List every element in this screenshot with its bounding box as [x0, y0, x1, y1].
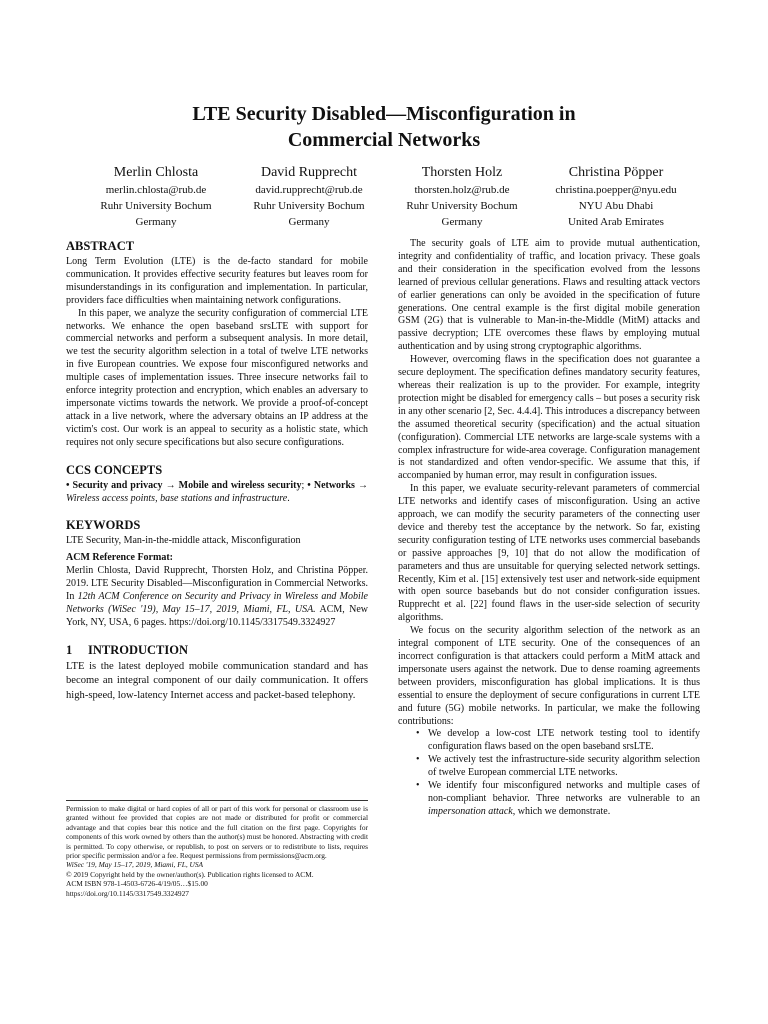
ccs-arrow: →	[162, 479, 179, 491]
author-email: christina.poepper@nyu.edu	[555, 184, 677, 196]
ccs-term: • Networks	[307, 479, 355, 491]
body-paragraph: The security goals of LTE aim to provide mutual authentication, integrity and confidentiality of traffic, and location privacy. These goals and their consideration in the specification evolved from the lessons learned of previous cellular generations. Flaws and resulting attack vectors of earlier generations can only be avoided in the specification of future generations. One central example is the first digital mobile generation GSM (2G) that is vulnerable to Man-in-the-Middle (MitM) attacks and passive decryption; LTE overcomes these flaws by employing mutual authentication and by using strong cryptographic algorithms.	[398, 238, 700, 353]
list-item-text: We identify four misconfigured networks and multiple cases of non-compliant behavior. Three networks are vulnerable to an	[428, 780, 700, 804]
footnote-doi: https://doi.org/10.1145/3317549.3324927	[66, 888, 189, 898]
section-number: 1	[66, 642, 73, 657]
list-item-text: , which we demonstrate.	[512, 805, 611, 817]
author-country: Germany	[441, 216, 483, 228]
footnote-venue-text: WiSec '19, May 15–17, 2019, Miami, FL, USA	[66, 860, 204, 870]
author-country: Germany	[135, 216, 177, 228]
contributions-list	[398, 728, 700, 818]
footnote-isbn: ACM ISBN 978-1-4503-6726-4/19/05…$15.00	[66, 879, 208, 889]
introduction-heading	[66, 642, 368, 658]
list-item: • We develop a low-cost LTE network testing tool to identify configuration flaws based on the open baseband srsLTE.	[428, 728, 700, 754]
acm-reference-text	[66, 565, 368, 630]
ccs-term: Wireless access points, base stations and infrastructure	[66, 492, 288, 504]
footnote-venue	[66, 860, 368, 869]
acm-reference-rest: ACM, New York, NY, USA, 6 pages. https://doi.org/10.1145/3317549.3324927	[66, 603, 368, 628]
list-item: • We actively test the infrastructure-side security algorithm selection of twelve European commercial LTE networks.	[428, 754, 700, 780]
author-name: David Rupprecht	[260, 165, 358, 180]
author-email: david.rupprecht@rub.de	[255, 184, 363, 196]
paper-title	[100, 101, 668, 153]
author-email: thorsten.holz@rub.de	[414, 184, 510, 196]
title-line-2: Commercial Networks	[287, 129, 481, 151]
introduction-paragraph: LTE is the latest deployed mobile communication standard and has become an integral component of our daily communication. It offers high-speed, low-latency Internet access and packet-based telephony.	[66, 660, 368, 701]
author-affiliation: Ruhr University Bochum	[406, 200, 518, 212]
abstract-paragraph-1: Long Term Evolution (LTE) is the de-facto standard for mobile communication. It provides effective security features but leaves room for misunderstandings in its configuration and implementation. In particular, providers face difficulties when maintaining network configurations.	[66, 256, 368, 306]
list-item	[428, 780, 700, 819]
author-affiliation: Ruhr University Bochum	[100, 200, 212, 212]
acm-reference-venue: 12th ACM Conference on Security and Privacy in Wireless and Mobile Networks (WiSec '19), May 15–17, 2019, Miami, FL, USA.	[66, 591, 368, 615]
left-column	[66, 238, 368, 703]
footnote-copyright: © 2019 Copyright held by the owner/author(s). Publication rights licensed to ACM.	[66, 869, 314, 879]
permission-text: Permission to make digital or hard copies of all or part of this work for personal or classroom use is granted without fee provided that copies are not made or distributed for profit or commercial advantage and that copies bear this notice and the full citation on the first page. Copyrights for components of this work owned by others than the author(s) must be honored. Abstracting with credit is permitted. To copy otherwise, or republish, to post on servers or to redistribute to lists, requires prior specific permission and/or a fee. Request permissions from permissions@acm.org.	[66, 804, 368, 861]
author-country: Germany	[288, 216, 330, 228]
abstract-heading: ABSTRACT	[66, 239, 135, 253]
author-email: merlin.chlosta@rub.de	[105, 184, 207, 196]
author-block	[224, 164, 394, 230]
author-block	[531, 164, 701, 230]
title-line-1: LTE Security Disabled—Misconfiguration in	[192, 103, 576, 125]
ccs-end: .	[287, 492, 290, 504]
section-title: INTRODUCTION	[88, 642, 189, 657]
ccs-arrow: →	[354, 479, 368, 491]
right-column	[398, 238, 700, 819]
author-name: Merlin Chlosta	[113, 165, 199, 180]
ccs-term: • Security and privacy	[66, 479, 163, 491]
author-affiliation: NYU Abu Dhabi	[578, 200, 654, 212]
list-item-emphasis: impersonation attack	[428, 805, 513, 817]
abstract-paragraph-2: In this paper, we analyze the security configuration of commercial LTE networks. We enhance the open baseband srsLTE with support for commercial networks and perform a subsequent analysis. In more detail, we test the security algorithm selection in a total of twelve LTE networks in five European countries. We expose four misconfigured networks and multiple cases of implementation issues. Three insecure networks fail to enforce integrity protection and encryption, which enables an adversary to impersonate victims towards the network. We provide a proof-of-concept attack in a live network, where the adversary obtains an IP address at the victim's cost. Our work is an appeal to security as a holistic state, which requires not only secure specifications but also secure configurations.	[66, 307, 368, 448]
acm-reference-authors: Merlin Chlosta, David Rupprecht, Thorsten Holz, and Christina Pöpper. 2019. LTE Security Disabled—Misconfiguration in Commercial Networks. In	[66, 565, 368, 603]
body-paragraph: We focus on the security algorithm selection of the network as an integral component of LTE security. One of the consequences of an incorrect configuration is that attackers could perform a MitM attack and impersonate users against the network. Due to dense roaming agreements between providers, misconfiguration has global implications. It is thus essential to ensure the deployment of secure configurations in current LTE and future (5G) mobile networks. In particular, we make the following contributions:	[398, 625, 700, 727]
acm-reference-heading: ACM Reference Format:	[66, 552, 173, 564]
author-name: Christina Pöpper	[568, 165, 664, 180]
author-country: United Arab Emirates	[568, 216, 664, 228]
author-name: Thorsten Holz	[421, 165, 503, 180]
author-block	[377, 164, 547, 230]
permission-footnote	[66, 800, 368, 898]
ccs-concepts	[66, 480, 368, 506]
author-affiliation: Ruhr University Bochum	[253, 200, 365, 212]
ccs-heading: CCS CONCEPTS	[66, 462, 163, 477]
body-paragraph: However, overcoming flaws in the specification does not guarantee a secure deployment. The specification defines mandatory security features, whereas their realization is up to the provider. For example, integrity protection might be disabled for emergency calls – but poses a security risk in any other scenario [2, Sec. 4.4.4]. This introduces a discrepancy between the assumed theoretical security (specification) and the actual situation (configuration). Commercial LTE networks are large-scale systems with a complex infrastructure for wide-area coverage. Configuration management is not standardized and often vendor-specific. We assume that this, if accompanied by human error, may result in configuration issues.	[398, 354, 700, 482]
keywords-heading: KEYWORDS	[66, 518, 141, 533]
keywords-text: LTE Security, Man-in-the-middle attack, Misconfiguration	[66, 535, 301, 547]
ccs-term: Mobile and wireless security	[178, 479, 302, 491]
body-paragraph: In this paper, we evaluate security-relevant parameters of commercial LTE networks and identify cases of misconfiguration. Using an active approach, we can modify the security parameters of the connecting user device and thereby test the acceptance by the network. So far, existing security configuration testing of LTE networks uses commercial basebands or passive approaches [9, 10] that do not allow the modification of parameters and thus are unsuitable for querying selected network settings. Recently, Kim et al. [15] extensively test user and network-side equipment with open source basebands but do not consider configuration issues. Rupprecht et al. [22] found flaws in the user-side selection of security algorithms.	[398, 483, 700, 624]
author-block	[71, 164, 241, 230]
ccs-separator: ;	[301, 479, 308, 491]
